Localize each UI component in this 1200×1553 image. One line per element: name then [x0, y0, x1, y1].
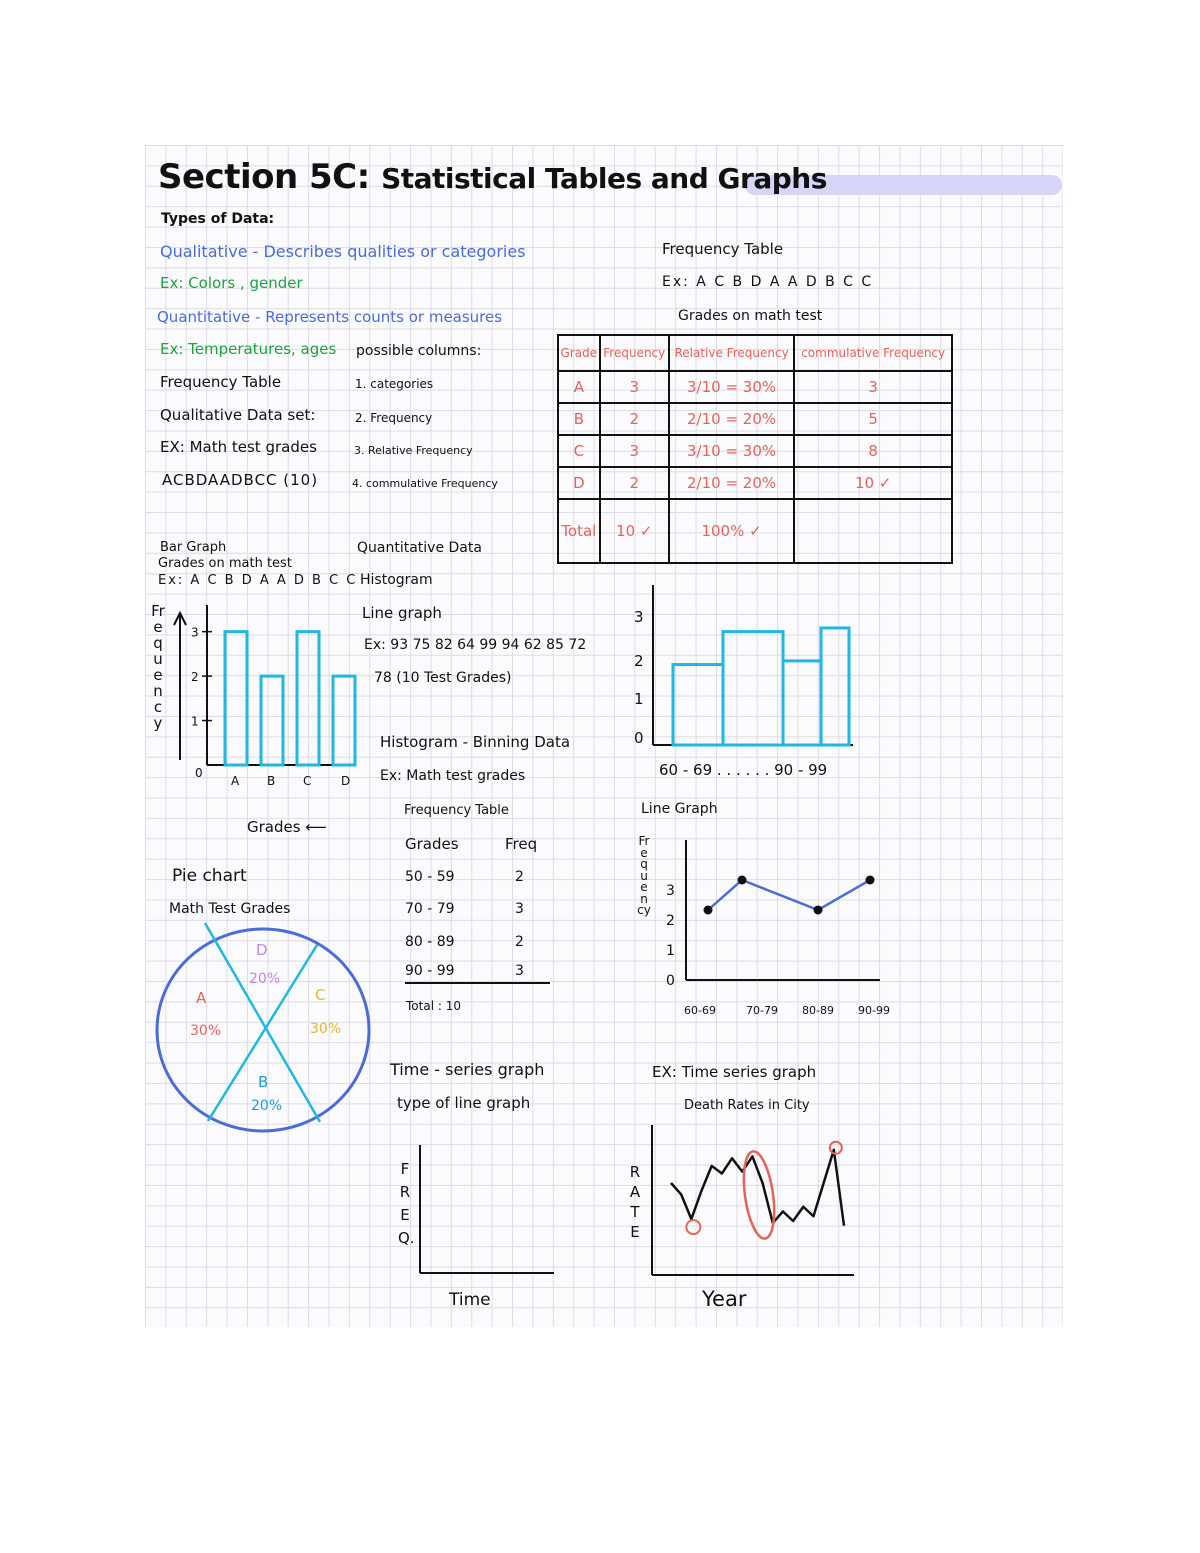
time-series-title: Time - series graph — [390, 1060, 545, 1079]
table-cell: 2 — [600, 403, 669, 435]
freq-table-note: Frequency Table — [160, 373, 282, 391]
header-cell: Frequency — [600, 335, 669, 371]
line-graph-label: Line graph — [362, 604, 442, 622]
time-series-ex-xlabel: Year — [702, 1287, 747, 1311]
quantitative-heading: Quantitative Data — [357, 540, 482, 556]
bar-graph-example: Ex: A C B D A A D B C C — [158, 573, 358, 588]
math-test-note: EX: Math test grades — [160, 438, 317, 456]
table-cell: 3 — [600, 435, 669, 467]
time-series-subtitle: type of line graph — [397, 1094, 531, 1112]
slice-percent: 30% — [310, 1021, 342, 1037]
bin-freq: 3 — [515, 901, 524, 917]
table-row — [558, 467, 952, 499]
bar-graph — [165, 600, 365, 790]
table-cell: 3 — [600, 371, 669, 403]
table-cell: 5 — [794, 403, 952, 435]
pie-chart-title: Pie chart — [172, 866, 247, 886]
header-cell: commulative Frequency — [794, 335, 952, 371]
series-line — [708, 880, 870, 910]
freq-table-caption: Grades on math test — [678, 308, 823, 324]
table-row — [558, 435, 952, 467]
low-point-circle — [686, 1220, 700, 1234]
table-cell — [794, 499, 952, 563]
slice-label: B — [258, 1073, 269, 1091]
table-cell: B — [558, 403, 600, 435]
bar — [261, 676, 283, 765]
histogram-bar — [821, 628, 849, 745]
table-cell: 10 ✓ — [600, 499, 669, 563]
bin-grade: 80 - 89 — [405, 934, 455, 950]
title-section: Section 5C: — [158, 157, 370, 197]
types-heading: Types of Data: — [161, 211, 275, 227]
grades-example-cont: 78 (10 Test Grades) — [374, 670, 512, 686]
bin-grade: 70 - 79 — [405, 901, 455, 917]
bar-graph-title: Bar Graph — [160, 540, 227, 555]
freq-table-example: Ex: A C B D A A D B C C — [662, 274, 874, 290]
table-header-row — [558, 335, 952, 371]
slice-percent: 20% — [249, 971, 281, 987]
time-series-ex-title: EX: Time series graph — [652, 1063, 817, 1081]
line-graph — [660, 840, 910, 1025]
x-tick-label: 90-99 — [858, 1004, 890, 1017]
grades-example: Ex: 93 75 82 64 99 94 62 85 72 — [364, 637, 587, 653]
table-cell: 3 — [794, 371, 952, 403]
pie-chart-subtitle: Math Test Grades — [169, 901, 291, 917]
time-series-xlabel: Time — [449, 1290, 491, 1310]
table-row — [558, 403, 952, 435]
frequency-table — [557, 334, 953, 564]
column-item: 1. categories — [355, 377, 434, 391]
y-tick-label: 1 — [634, 690, 644, 708]
bin-grade: 90 - 99 — [405, 963, 455, 979]
table-cell: C — [558, 435, 600, 467]
table-cell: Total — [558, 499, 600, 563]
bin-table-title: Frequency Table — [404, 803, 509, 818]
data-point — [738, 876, 747, 885]
pie-chart — [155, 925, 375, 1135]
y-tick-label: 3 — [634, 608, 644, 626]
data-point — [814, 906, 823, 915]
y-tick-label: 0 — [634, 729, 644, 747]
time-series-example — [649, 1125, 859, 1277]
freq-table-title: Frequency Table — [662, 240, 784, 258]
table-cell: 10 ✓ — [794, 467, 952, 499]
y-tick-label: 3 — [666, 883, 675, 899]
bin-table-header: Grades — [405, 835, 459, 853]
bin-freq: 2 — [515, 934, 524, 950]
x-tick-label: 60-69 — [684, 1004, 716, 1017]
table-cell: 2/10 = 20% — [669, 467, 795, 499]
y-tick-label: 1 — [666, 943, 675, 959]
table-total-row — [558, 499, 952, 563]
slice-label: D — [256, 941, 268, 959]
title-topic: Statistical Tables and Graphs — [381, 162, 827, 195]
y-tick-label: 1 — [191, 714, 199, 729]
table-cell: A — [558, 371, 600, 403]
slice-label: C — [315, 986, 326, 1004]
table-cell: 3/10 = 30% — [669, 371, 795, 403]
bar-graph-ylabel: Frequency — [151, 602, 165, 732]
bin-grade: 50 - 59 — [405, 869, 455, 885]
table-cell: 2 — [600, 467, 669, 499]
bar — [225, 632, 247, 765]
series-line — [671, 1150, 844, 1226]
qualitative-example: Ex: Colors , gender — [160, 274, 303, 292]
header-cell: Relative Frequency — [669, 335, 795, 371]
bin-freq: 3 — [515, 963, 524, 979]
bar — [333, 676, 355, 765]
histogram-bar — [673, 665, 723, 745]
table-cell: 8 — [794, 435, 952, 467]
bin-table-total: Total : 10 — [406, 999, 461, 1013]
bar-graph-xlabel: Grades ⟵ — [247, 818, 327, 836]
y-tick-label: 3 — [191, 625, 199, 640]
x-tick-label: A — [231, 774, 240, 788]
page-title — [158, 157, 827, 197]
y-tick-label: 2 — [634, 652, 644, 670]
y-tick-label: 2 — [666, 913, 675, 929]
histogram — [628, 580, 858, 755]
time-series-axes — [418, 1145, 558, 1275]
time-series-ylabel: FREQ. — [398, 1160, 415, 1247]
table-cell: 100% ✓ — [669, 499, 795, 563]
bar-graph-subtitle: Grades on math test — [158, 556, 292, 571]
slice-label: A — [196, 989, 207, 1007]
histogram-label: Histogram — [360, 572, 433, 588]
x-tick-label: B — [267, 774, 276, 788]
column-item: 2. Frequency — [355, 411, 433, 425]
line-graph-title: Line Graph — [641, 801, 718, 817]
time-series-ex-subtitle: Death Rates in City — [684, 1098, 810, 1113]
bar — [297, 632, 319, 765]
highlight-oval — [739, 1149, 779, 1240]
x-tick-label: 70-79 — [746, 1004, 778, 1017]
histogram-bar — [783, 661, 821, 745]
slice-percent: 30% — [190, 1023, 222, 1039]
column-item: 4. commulative Frequency — [352, 477, 498, 490]
quantitative-def: Quantitative - Represents counts or measures — [157, 308, 503, 326]
bin-freq: 2 — [515, 869, 524, 885]
y-tick-label: 2 — [191, 670, 199, 685]
data-point — [704, 906, 713, 915]
table-cell: D — [558, 467, 600, 499]
header-cell: Grade — [558, 335, 600, 371]
quantitative-example: Ex: Temperatures, ages — [160, 340, 337, 358]
grade-sequence: ACBDAADBCC (10) — [162, 471, 319, 489]
possible-columns-heading: possible columns: — [356, 343, 482, 359]
x-tick-label: C — [303, 774, 312, 788]
y-tick-label: 0 — [195, 766, 203, 780]
table-row — [558, 371, 952, 403]
binning-label: Histogram - Binning Data — [380, 733, 571, 751]
time-series-ex-ylabel: RATE — [629, 1163, 641, 1241]
y-tick-label: 0 — [666, 973, 675, 989]
histogram-bar — [723, 632, 783, 745]
peak-circle — [830, 1142, 842, 1154]
binning-example: Ex: Math test grades — [380, 768, 526, 784]
bin-table-divider — [405, 982, 550, 984]
line-graph-ylabel: Frequency — [637, 834, 651, 917]
qualitative-def: Qualitative - Describes qualities or categories — [160, 242, 526, 261]
column-item: 3. Relative Frequency — [354, 444, 473, 457]
x-tick-label: D — [341, 774, 351, 788]
histogram-xaxis: 60 - 69 . . . . . . 90 - 99 — [659, 761, 828, 779]
x-tick-label: 80-89 — [802, 1004, 834, 1017]
qual-data-set: Qualitative Data set: — [160, 406, 316, 424]
table-cell: 2/10 = 20% — [669, 403, 795, 435]
slice-percent: 20% — [251, 1098, 283, 1114]
table-cell: 3/10 = 30% — [669, 435, 795, 467]
data-point — [866, 876, 875, 885]
bin-table-header: Freq — [505, 835, 538, 853]
